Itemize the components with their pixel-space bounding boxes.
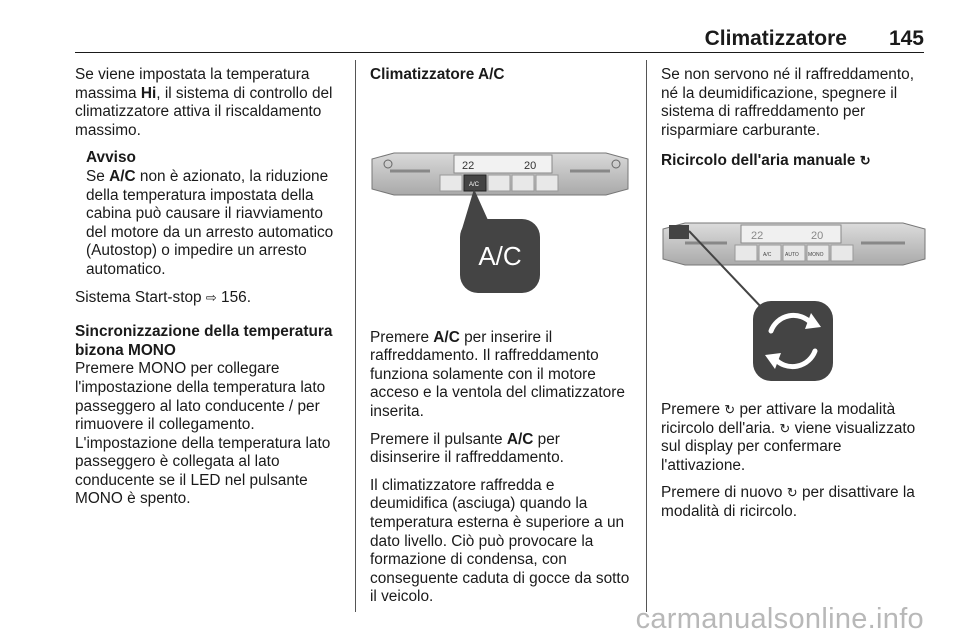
paragraph-recirc-on: Premere ↻ per attivare la modalità ricircolo dell'aria. ↻ viene visualizzato sul display per confermare l'attivazione.: [661, 400, 916, 474]
recirculation-icon: ↻: [786, 485, 798, 501]
page-title: Climatizzatore: [704, 27, 847, 50]
recirculation-icon: ↻: [724, 401, 736, 417]
note-text: Se A/C non è azionato, la riduzione della temperatura impostata della cabina può causare il riavviamento del motore da un arresto automatico (Autostop) o impedire un arresto automatico.: [86, 167, 334, 278]
display-left-temp: 22: [462, 159, 475, 172]
ac-callout-label: A/C: [478, 240, 522, 271]
column-3: [661, 66, 929, 531]
column-1: [75, 66, 345, 518]
display-right-temp: 20: [811, 229, 824, 242]
svg-text:MONO: MONO: [808, 251, 824, 258]
paragraph-ac-on: Premere A/C per inserire il raffreddamento. Il raffreddamento funziona solamente con il motore acceso e la ventola del climatizzatore inserita.: [370, 328, 625, 420]
page-number: 145: [888, 27, 924, 50]
svg-text:AUTO: AUTO: [785, 251, 799, 258]
fan-button: [735, 245, 757, 261]
column-2: [370, 66, 632, 616]
cross-reference[interactable]: Sistema Start-stop ⇨ 156.: [75, 288, 252, 306]
paragraph-ac-condensation: Il climatizzatore raffredda e deumidifica (asciuga) quando la temperatura esterna è superiore a un dato livello. Ciò può provocare la formazione di condensa, con conseguente caduta di gocce da sotto il veicolo.: [370, 476, 630, 606]
recirculation-panel-figure: [661, 185, 929, 397]
column-divider-2: [646, 60, 647, 612]
recirculation-icon: ↻: [779, 420, 791, 436]
auto-button: [488, 175, 510, 191]
paragraph-ac-off: Premere il pulsante A/C per disinserire il raffreddamento.: [370, 430, 564, 467]
defrost-button: [831, 245, 853, 261]
note-title: Avviso: [86, 149, 136, 167]
paragraph-save-fuel: Se non servono né il raffreddamento, né la deumidificazione, spegnere il sistema di raffreddamento per risparmiare carburante.: [661, 66, 914, 139]
display-right-temp: 20: [524, 159, 537, 172]
page-header: [75, 27, 924, 51]
paragraph-hi: Se viene impostata la temperatura massima Hi, il sistema di controllo del climatizzatore attiva il riscaldamento massimo.: [75, 66, 333, 139]
paragraph-mono: Premere MONO per collegare l'impostazione della temperatura lato passeggero al lato conducente / per rimuovere il collegamento. L'impostazione della temperatura lato passeggero è collegata al lato conducente se il LED nel pulsante MONO è spento.: [75, 360, 331, 508]
recirc-panel-illustration: [661, 185, 929, 397]
display-left-temp: 22: [751, 229, 764, 242]
arrow-ref-icon: ⇨: [205, 289, 217, 305]
ac-button-label: A/C: [469, 181, 480, 188]
section-heading-recirculation: Ricircolo dell'aria manuale ↻: [661, 152, 871, 170]
header-rule: [75, 52, 924, 53]
recirc-button-highlight: [669, 225, 689, 239]
recirculation-icon: ↻: [859, 153, 871, 169]
mono-button: [512, 175, 534, 191]
paragraph-recirc-off: Premere di nuovo ↻ per disattivare la modalità di ricircolo.: [661, 484, 915, 520]
section-heading-mono: Sincronizzazione della temperatura bizona MONO: [75, 323, 333, 359]
note-box: [86, 149, 345, 279]
ac-control-panel-figure: [370, 89, 632, 319]
defrost-button: [536, 175, 558, 191]
watermark: carmanualsonline.info: [635, 603, 924, 635]
svg-text:A/C: A/C: [763, 251, 772, 258]
section-heading-ac: Climatizzatore A/C: [370, 66, 505, 83]
ac-panel-illustration: [370, 89, 632, 319]
fan-button: [440, 175, 462, 191]
column-divider-1: [355, 60, 356, 612]
